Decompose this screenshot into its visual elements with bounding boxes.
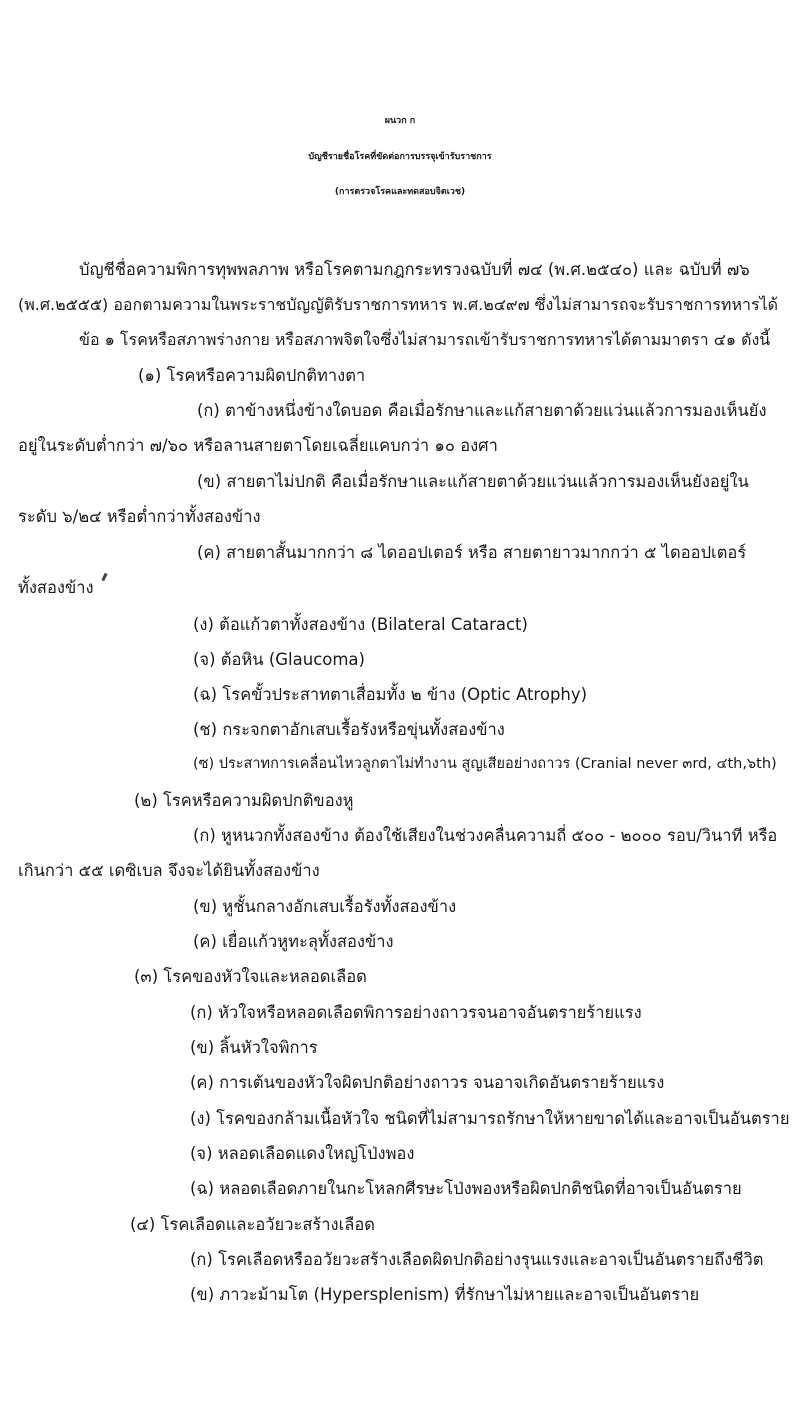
section-3-item-c: (ค) การเต้นของหัวใจผิดปกติอย่างถาวร จนอาจเกิดอันตรายร้ายแรง xyxy=(190,1073,665,1092)
section-3-item-a: (ก) หัวใจหรือหลอดเลือดพิการอย่างถาวรจนอาจอันตรายร้ายแรง xyxy=(190,1003,642,1022)
section-3-item-e: (จ) หลอดเลือดแดงใหญ่โป่งพอง xyxy=(190,1144,415,1163)
section-1-item-a: (ก) ตาข้างหนึ่งข้างใดบอด คือเมื่อรักษาและแก้สายตาด้วยแว่นแล้วการมองเห็นยัง xyxy=(197,401,767,420)
section-1-item-c: (ค) สายตาสั้นมากกว่า ๘ ไดออปเตอร์ หรือ สายตายาวมากกว่า ๕ ไดออปเตอร์ xyxy=(197,543,747,562)
section-3-item-f: (ฉ) หลอดเลือดภายในกะโหลกศีรษะโป่งพองหรือผิดปกติชนิดที่อาจเป็นอันตราย xyxy=(190,1179,742,1198)
section-3-heading: (๓) โรคของหัวใจและหลอดเลือด xyxy=(134,967,367,986)
section-2-item-b: (ข) หูชั้นกลางอักเสบเรื้อรังทั้งสองข้าง xyxy=(193,897,457,916)
section-2-item-c: (ค) เยื่อแก้วหูทะลุทั้งสองข้าง xyxy=(193,932,394,951)
section-2-item-a: (ก) หูหนวกทั้งสองข้าง ต้องใช้เสียงในช่วงคลื่นความถี่ ๕๐๐ - ๒๐๐๐ รอบ/วินาที หรือ xyxy=(193,826,778,845)
section-1-item-h: (ซ) ประสาทการเคลื่อนไหวลูกตาไม่ทำงาน สูญเสียอย่างถาวร (Cranial never ๓rd, ๔th,๖th) xyxy=(193,756,777,772)
section-3-item-b: (ข) ลิ้นหัวใจพิการ xyxy=(190,1038,318,1057)
section-1-item-b-cont: ระดับ ๖/๒๔ หรือต่ำกว่าทั้งสองข้าง xyxy=(18,507,261,526)
section-4-heading: (๔) โรคเลือดและอวัยวะสร้างเลือด xyxy=(130,1215,375,1234)
stray-pen-mark xyxy=(101,573,107,582)
annex-label: ผนวก ก xyxy=(384,116,416,126)
section-1-item-a-cont: อยู่ในระดับต่ำกว่า ๗/๖๐ หรือลานสายตาโดยเฉลี่ยแคบกว่า ๑๐ องศา xyxy=(18,436,498,455)
section-2-item-a-cont: เกินกว่า ๕๕ เดซิเบล จึงจะได้ยินทั้งสองข้าง xyxy=(18,861,320,880)
section-1-item-b: (ข) สายตาไม่ปกติ คือเมื่อรักษาและแก้สายตาด้วยแว่นแล้วการมองเห็นยังอยู่ใน xyxy=(197,472,749,491)
section-1-item-f: (ฉ) โรคขั้วประสาทตาเสื่อมทั้ง ๒ ข้าง (Optic Atrophy) xyxy=(193,685,588,704)
document-subtitle: (การตรวจโรคและทดสอบจิตเวช) xyxy=(334,187,466,197)
intro-line-1: บัญชีชื่อความพิการทุพพลภาพ หรือโรคตามกฎกระทรวงฉบับที่ ๗๔ (พ.ศ.๒๕๔๐) และ ฉบับที่ ๗๖ xyxy=(79,260,750,279)
section-4-item-b: (ข) ภาวะม้ามโต (Hypersplenism) ที่รักษาไม่หายและอาจเป็นอันตราย xyxy=(190,1285,700,1304)
intro-line-2: (พ.ศ.๒๕๕๕) ออกตามความในพระราชบัญญัติรับราชการทหาร พ.ศ.๒๔๙๗ ซึ่งไม่สามารถจะรับราชการทหารได้ xyxy=(18,295,779,314)
document-title: บัญชีรายชื่อโรคที่ขัดต่อการบรรจุเข้ารับราชการ xyxy=(308,152,492,162)
intro-line-3: ข้อ ๑ โรคหรือสภาพร่างกาย หรือสภาพจิตใจซึ่งไม่สามารถเข้ารับราชการทหารได้ตามมาตรา ๔๑ ดังนี้ xyxy=(79,330,771,349)
section-1-item-e: (จ) ต้อหิน (Glaucoma) xyxy=(193,650,365,669)
section-1-heading: (๑) โรคหรือความผิดปกติทางตา xyxy=(138,366,366,385)
section-4-item-a: (ก) โรคเลือดหรืออวัยวะสร้างเลือดผิดปกติอย่างรุนแรงและอาจเป็นอันตรายถึงชีวิต xyxy=(190,1250,764,1269)
section-3-item-d: (ง) โรคของกล้ามเนื้อหัวใจ ชนิดที่ไม่สามารถรักษาให้หายขาดได้และอาจเป็นอันตราย xyxy=(190,1109,790,1128)
section-1-item-g: (ช) กระจกตาอักเสบเรื้อรังหรือขุ่นทั้งสองข้าง xyxy=(193,720,505,739)
section-2-heading: (๒) โรคหรือความผิดปกติของหู xyxy=(134,791,354,810)
section-1-item-c-cont: ทั้งสองข้าง xyxy=(18,578,94,597)
section-1-item-d: (ง) ต้อแก้วตาทั้งสองข้าง (Bilateral Cataract) xyxy=(193,615,528,634)
